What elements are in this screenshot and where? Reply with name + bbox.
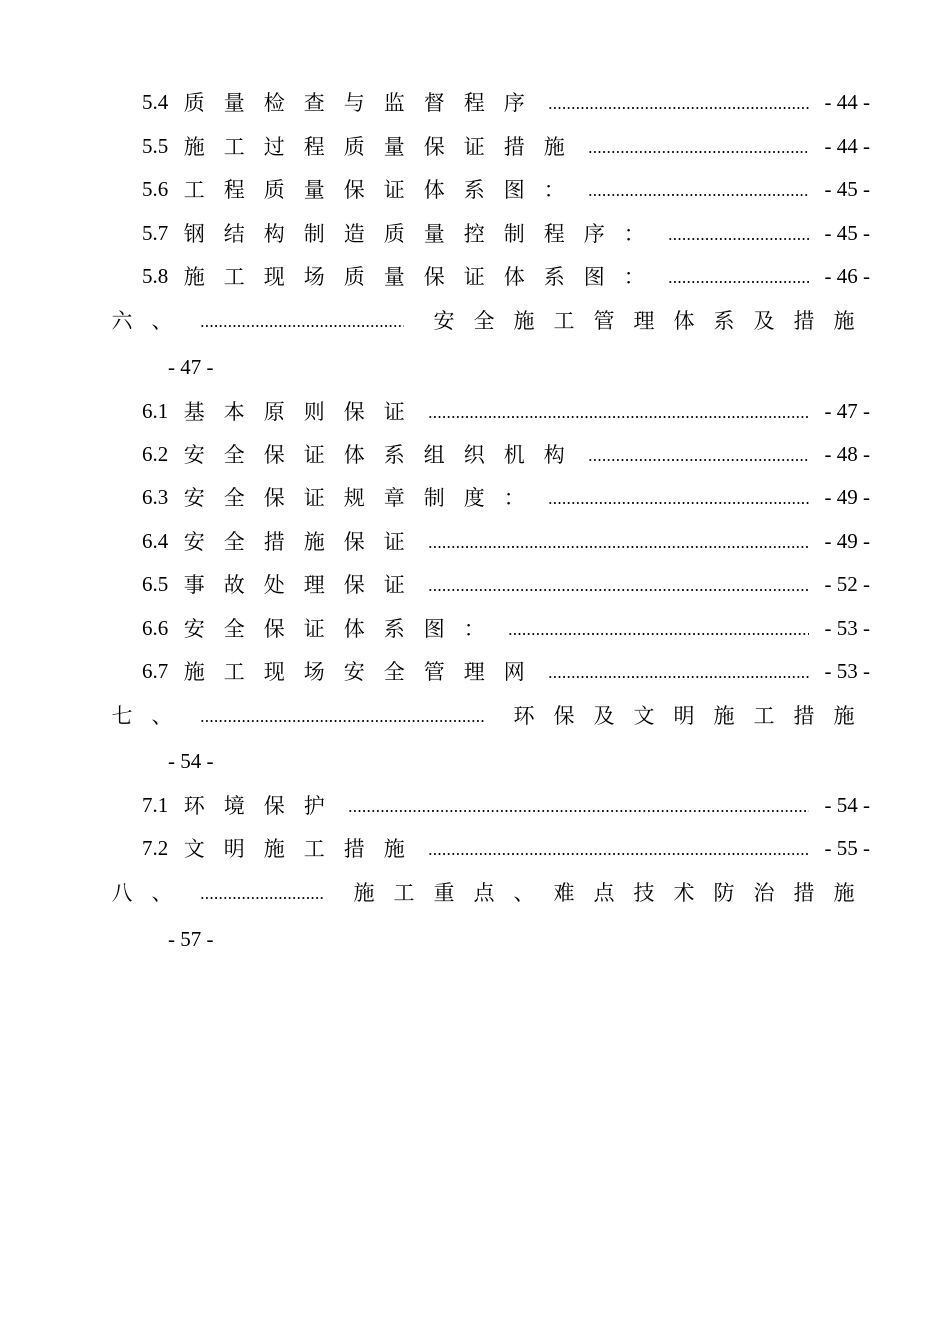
- entry-title-char: 组: [423, 443, 445, 467]
- entry-title: [424, 305, 864, 335]
- entry-title-char: 质: [343, 265, 365, 289]
- entry-title-char: 查: [303, 91, 325, 115]
- entry-title-char: 原: [263, 400, 285, 424]
- entry-title-char: 保: [423, 135, 445, 159]
- entry-title: [174, 131, 574, 161]
- entry-title-char: 点: [473, 881, 495, 905]
- entry-title-char: ：: [463, 617, 485, 641]
- entry-number: 7.2: [142, 835, 169, 860]
- entry-title-char: 质: [183, 91, 205, 115]
- entry-page-number: - 45 -: [824, 176, 870, 201]
- entry-title-char: 理: [463, 660, 485, 684]
- entry-title-char: 施: [353, 881, 375, 905]
- entry-title-char: 保: [263, 443, 285, 467]
- entry-title-char: 施: [183, 265, 205, 289]
- entry-title-char: 保: [263, 617, 285, 641]
- entry-title-char: 工: [223, 660, 245, 684]
- entry-title-char: 防: [713, 881, 735, 905]
- entry-title-char: 体: [503, 265, 525, 289]
- entry-title-char: 措: [793, 704, 815, 728]
- entry-title-char: 图: [503, 178, 525, 202]
- toc-subsection-entry[interactable]: [142, 790, 870, 820]
- dot-leader: [668, 218, 808, 248]
- entry-number: [102, 700, 182, 730]
- entry-title-char: 本: [223, 400, 245, 424]
- entry-title-char: 护: [303, 794, 325, 818]
- entry-title-char: 及: [593, 704, 615, 728]
- dot-leader: [588, 131, 808, 161]
- entry-title-char: 与: [343, 91, 365, 115]
- entry-title-char: 安: [183, 617, 205, 641]
- entry-title-char: 网: [503, 660, 525, 684]
- toc-subsection-entry[interactable]: [142, 174, 870, 204]
- toc-subsection-entry[interactable]: [142, 396, 870, 426]
- entry-number-char: 、: [151, 309, 173, 333]
- entry-title-char: 度: [463, 486, 485, 510]
- entry-title-char: 安: [183, 443, 205, 467]
- entry-title-char: 工: [393, 881, 415, 905]
- dot-leader: [668, 261, 808, 291]
- entry-title-char: 体: [343, 617, 365, 641]
- entry-title-char: 现: [263, 265, 285, 289]
- entry-title-char: 明: [223, 837, 245, 861]
- entry-title-char: 制: [303, 222, 325, 246]
- entry-title-char: 治: [753, 881, 775, 905]
- entry-title-char: 及: [753, 309, 775, 333]
- entry-title-char: 全: [223, 486, 245, 510]
- entry-title-char: 系: [383, 617, 405, 641]
- entry-title-char: 序: [583, 222, 605, 246]
- entry-number: 7.1: [142, 792, 169, 817]
- toc-subsection-entry[interactable]: [142, 482, 870, 512]
- entry-title-char: 施: [833, 704, 855, 728]
- entry-number: 6.7: [142, 658, 169, 683]
- entry-title-char: 环: [183, 794, 205, 818]
- entry-title-char: 保: [343, 573, 365, 597]
- entry-number-char: 六: [111, 309, 133, 333]
- entry-title-char: 环: [513, 704, 535, 728]
- entry-title-char: 保: [263, 486, 285, 510]
- entry-title-char: 织: [463, 443, 485, 467]
- entry-title-char: 施: [183, 135, 205, 159]
- entry-number: 5.4: [142, 89, 169, 114]
- entry-page-number: - 54 -: [168, 748, 214, 773]
- entry-title-char: 施: [303, 530, 325, 554]
- toc-subsection-entry[interactable]: [142, 261, 870, 291]
- entry-number-char: 、: [151, 704, 173, 728]
- entry-page-number: - 44 -: [824, 133, 870, 158]
- entry-title-char: 重: [433, 881, 455, 905]
- entry-number-char: 七: [111, 704, 133, 728]
- entry-title: [174, 218, 654, 248]
- entry-number-char: 、: [151, 881, 173, 905]
- toc-subsection-entry[interactable]: [142, 569, 870, 599]
- toc-subsection-entry[interactable]: [142, 218, 870, 248]
- entry-title-char: 体: [423, 178, 445, 202]
- entry-title-char: ：: [623, 222, 645, 246]
- entry-title-char: 安: [183, 530, 205, 554]
- entry-title-char: 文: [183, 837, 205, 861]
- entry-title-char: 工: [223, 265, 245, 289]
- entry-title-char: 管: [423, 660, 445, 684]
- entry-page-number: - 57 -: [168, 926, 214, 951]
- entry-title-char: 工: [753, 704, 775, 728]
- entry-title-char: 质: [383, 222, 405, 246]
- entry-title-char: 保: [343, 178, 365, 202]
- entry-title: [174, 656, 534, 686]
- entry-title-char: 机: [503, 443, 525, 467]
- toc-section-entry[interactable]: [102, 700, 864, 730]
- entry-title-char: 保: [343, 400, 365, 424]
- entry-number: 5.6: [142, 176, 169, 201]
- entry-title: [174, 833, 414, 863]
- entry-page-number: - 47 -: [824, 398, 870, 423]
- dot-leader: [200, 877, 324, 907]
- entry-title: [174, 569, 414, 599]
- entry-title-char: 程: [303, 135, 325, 159]
- entry-title-char: 明: [673, 704, 695, 728]
- entry-title-char: 量: [303, 178, 325, 202]
- entry-title: [174, 790, 334, 820]
- dot-leader: [428, 569, 808, 599]
- entry-title-char: 故: [223, 573, 245, 597]
- entry-number: 6.4: [142, 528, 169, 553]
- entry-title-char: 基: [183, 400, 205, 424]
- entry-title-char: 安: [183, 486, 205, 510]
- entry-title-char: 场: [303, 660, 325, 684]
- toc-section-entry[interactable]: [102, 877, 864, 907]
- entry-title-char: 证: [463, 265, 485, 289]
- entry-number: 5.8: [142, 263, 169, 288]
- dot-leader: [200, 305, 404, 335]
- entry-title-char: 理: [303, 573, 325, 597]
- entry-title-char: 全: [383, 660, 405, 684]
- entry-title-char: 证: [383, 178, 405, 202]
- entry-title-char: 工: [553, 309, 575, 333]
- entry-title: [174, 526, 414, 556]
- entry-title-char: 工: [183, 178, 205, 202]
- entry-title-char: 章: [383, 486, 405, 510]
- entry-title-char: 规: [343, 486, 365, 510]
- entry-title-char: 措: [263, 530, 285, 554]
- entry-title-char: 证: [383, 400, 405, 424]
- entry-number: 6.5: [142, 571, 169, 596]
- entry-title-char: 安: [343, 660, 365, 684]
- entry-title-char: 措: [793, 881, 815, 905]
- entry-title-char: 处: [263, 573, 285, 597]
- entry-number: 6.2: [142, 441, 169, 466]
- entry-title-char: 施: [833, 881, 855, 905]
- dot-leader: [428, 526, 808, 556]
- entry-page-number: - 46 -: [824, 263, 870, 288]
- dot-leader: [548, 87, 808, 117]
- entry-title-char: 术: [673, 881, 695, 905]
- entry-page-number: - 54 -: [824, 792, 870, 817]
- entry-title-char: ：: [503, 486, 525, 510]
- entry-title-char: 证: [463, 135, 485, 159]
- entry-title-char: 证: [383, 530, 405, 554]
- entry-title-char: 构: [263, 222, 285, 246]
- entry-title-char: 量: [423, 222, 445, 246]
- entry-title: [174, 396, 414, 426]
- toc-subsection-entry[interactable]: [142, 439, 870, 469]
- entry-title: [174, 87, 534, 117]
- entry-title-char: 工: [223, 135, 245, 159]
- entry-title-char: 证: [303, 486, 325, 510]
- entry-title-char: 施: [383, 837, 405, 861]
- entry-page-number: - 47 -: [168, 354, 214, 379]
- entry-title-char: 则: [303, 400, 325, 424]
- entry-title-char: 保: [553, 704, 575, 728]
- entry-title-char: 督: [423, 91, 445, 115]
- toc-subsection-entry[interactable]: [142, 87, 870, 117]
- toc-subsection-entry[interactable]: [142, 656, 870, 686]
- entry-title-char: ：: [543, 178, 565, 202]
- entry-title: [174, 174, 574, 204]
- entry-title-char: 量: [223, 91, 245, 115]
- entry-title-char: 监: [383, 91, 405, 115]
- entry-title-char: 检: [263, 91, 285, 115]
- entry-page-number: - 52 -: [824, 571, 870, 596]
- entry-title-char: 境: [223, 794, 245, 818]
- entry-title-char: 图: [583, 265, 605, 289]
- entry-title-char: 理: [633, 309, 655, 333]
- entry-title-char: 证: [303, 443, 325, 467]
- entry-title-char: 点: [593, 881, 615, 905]
- entry-title-char: 施: [833, 309, 855, 333]
- entry-title-char: 制: [423, 486, 445, 510]
- dot-leader: [588, 439, 808, 469]
- entry-title-char: 质: [343, 135, 365, 159]
- entry-title-char: 系: [543, 265, 565, 289]
- entry-title-char: 程: [463, 91, 485, 115]
- entry-title-char: 过: [263, 135, 285, 159]
- dot-leader: [508, 613, 808, 643]
- entry-title-char: 结: [223, 222, 245, 246]
- entry-title-char: 施: [513, 309, 535, 333]
- entry-title-char: 施: [543, 135, 565, 159]
- entry-number-char: 八: [111, 881, 133, 905]
- entry-title-char: 措: [793, 309, 815, 333]
- dot-leader: [548, 482, 808, 512]
- entry-title-char: 工: [303, 837, 325, 861]
- entry-title-char: 保: [263, 794, 285, 818]
- entry-number: 5.7: [142, 220, 169, 245]
- entry-title-char: 全: [223, 443, 245, 467]
- entry-title-char: 钢: [183, 222, 205, 246]
- entry-title-char: 难: [553, 881, 575, 905]
- entry-title-char: 措: [343, 837, 365, 861]
- entry-title-char: 保: [423, 265, 445, 289]
- entry-title-char: 体: [673, 309, 695, 333]
- entry-title-char: 施: [263, 837, 285, 861]
- entry-title-char: 证: [383, 573, 405, 597]
- dot-leader: [548, 656, 808, 686]
- toc-section-entry[interactable]: [102, 305, 864, 335]
- entry-title-char: 文: [633, 704, 655, 728]
- entry-page-number: - 48 -: [824, 441, 870, 466]
- entry-title-char: 量: [383, 265, 405, 289]
- entry-page-number: - 49 -: [824, 484, 870, 509]
- entry-title-char: 、: [513, 881, 535, 905]
- entry-title: [174, 261, 654, 291]
- toc-subsection-entry[interactable]: [142, 833, 870, 863]
- entry-title-char: ：: [623, 265, 645, 289]
- entry-title-char: 体: [343, 443, 365, 467]
- entry-title-char: 全: [473, 309, 495, 333]
- entry-title-char: 制: [503, 222, 525, 246]
- entry-title-char: 量: [383, 135, 405, 159]
- entry-title-char: 图: [423, 617, 445, 641]
- entry-title: [504, 700, 864, 730]
- entry-title-char: 构: [543, 443, 565, 467]
- entry-page-number: - 55 -: [824, 835, 870, 860]
- entry-title-char: 序: [503, 91, 525, 115]
- entry-number: [102, 877, 182, 907]
- entry-page-number: - 45 -: [824, 220, 870, 245]
- entry-number: 6.1: [142, 398, 169, 423]
- dot-leader: [588, 174, 808, 204]
- entry-title-char: 质: [263, 178, 285, 202]
- dot-leader: [200, 700, 484, 730]
- dot-leader: [348, 790, 808, 820]
- entry-title-char: 施: [183, 660, 205, 684]
- entry-title-char: 控: [463, 222, 485, 246]
- entry-title-char: 场: [303, 265, 325, 289]
- entry-title-char: 全: [223, 617, 245, 641]
- entry-page-number: - 44 -: [824, 89, 870, 114]
- entry-title-char: 保: [343, 530, 365, 554]
- entry-title: [174, 439, 574, 469]
- entry-title-char: 施: [713, 704, 735, 728]
- entry-title: [344, 877, 864, 907]
- toc-subsection-entry[interactable]: [142, 131, 870, 161]
- toc-subsection-entry[interactable]: [142, 526, 870, 556]
- entry-title: [174, 613, 494, 643]
- entry-number: 6.6: [142, 615, 169, 640]
- entry-title-char: 安: [433, 309, 455, 333]
- entry-title-char: 造: [343, 222, 365, 246]
- entry-number: 6.3: [142, 484, 169, 509]
- entry-page-number: - 53 -: [824, 658, 870, 683]
- entry-title-char: 系: [383, 443, 405, 467]
- entry-number: 5.5: [142, 133, 169, 158]
- entry-number: [102, 305, 182, 335]
- entry-page-number: - 49 -: [824, 528, 870, 553]
- dot-leader: [428, 396, 808, 426]
- toc-subsection-entry[interactable]: [142, 613, 870, 643]
- entry-title: [174, 482, 534, 512]
- entry-title-char: 程: [543, 222, 565, 246]
- entry-title-char: 技: [633, 881, 655, 905]
- entry-title-char: 证: [303, 617, 325, 641]
- dot-leader: [428, 833, 808, 863]
- entry-title-char: 系: [713, 309, 735, 333]
- entry-title-char: 现: [263, 660, 285, 684]
- entry-title-char: 全: [223, 530, 245, 554]
- entry-title-char: 管: [593, 309, 615, 333]
- entry-title-char: 程: [223, 178, 245, 202]
- entry-title-char: 事: [183, 573, 205, 597]
- entry-title-char: 措: [503, 135, 525, 159]
- entry-title-char: 系: [463, 178, 485, 202]
- entry-page-number: - 53 -: [824, 615, 870, 640]
